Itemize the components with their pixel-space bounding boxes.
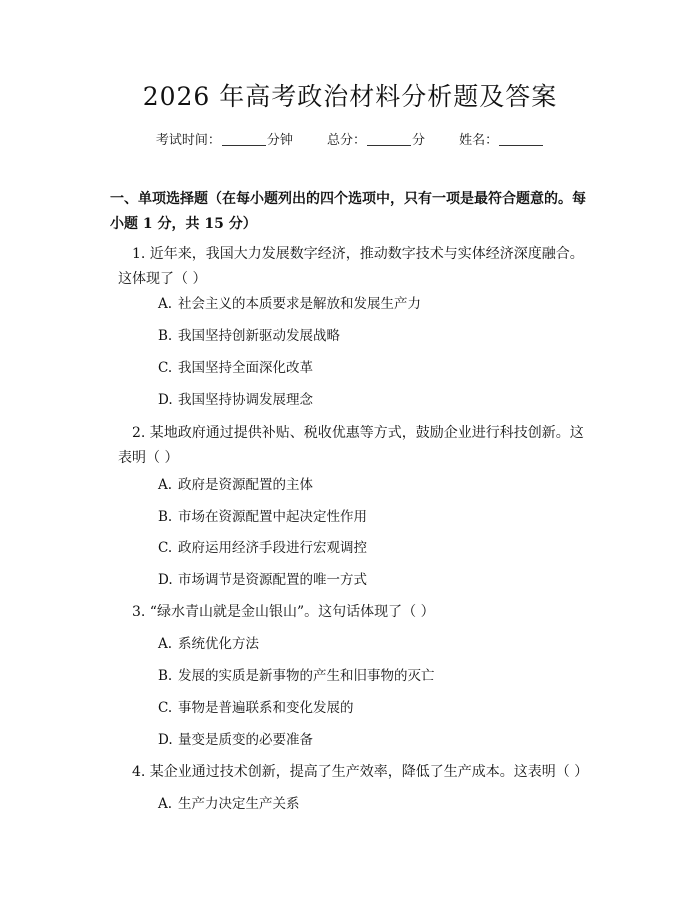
option-letter: D.	[158, 732, 173, 748]
section-heading: 一、单项选择题（在每小题列出的四个选项中，只有一项是最符合题意的。每小题 1 分，共 15 分）	[110, 191, 586, 232]
question-stem: 3. “绿水青山就是金山银山”。这句话体现了（ ）	[132, 604, 435, 620]
option-text: 我国坚持协调发展理念	[178, 392, 313, 408]
option-text: 社会主义的本质要求是解放和发展生产力	[178, 296, 421, 312]
option	[158, 475, 313, 495]
option-text: 政府运用经济手段进行宏观调控	[178, 540, 367, 556]
option	[158, 390, 313, 410]
option	[158, 570, 367, 590]
name-blank	[499, 131, 543, 146]
option-text: 量变是质变的必要准备	[178, 732, 313, 748]
time-unit: 分钟	[266, 133, 293, 148]
time-label: 考试时间：	[155, 133, 221, 148]
option	[158, 730, 313, 750]
option	[158, 666, 435, 686]
option-text: 市场调节是资源配置的唯一方式	[178, 572, 367, 588]
option-letter: A.	[158, 296, 173, 312]
option-letter: D.	[158, 392, 173, 408]
option	[158, 538, 367, 558]
option	[158, 698, 354, 718]
score-unit: 分	[412, 133, 426, 148]
option-text: 政府是资源配置的主体	[178, 477, 313, 493]
exam-time	[156, 131, 293, 151]
option	[158, 294, 421, 314]
option-text: 发展的实质是新事物的产生和旧事物的灭亡	[178, 668, 435, 684]
option-letter: D.	[158, 572, 173, 588]
option-letter: A.	[158, 636, 173, 652]
exam-meta	[0, 131, 700, 151]
question-stem: 1. 近年来，我国大力发展数字经济，推动数字技术与实体经济深度融合。这体现了（ ）	[118, 246, 584, 287]
exam-name	[459, 131, 544, 151]
option-letter: C.	[158, 540, 173, 556]
option-text: 生产力决定生产关系	[178, 796, 300, 812]
option	[158, 326, 340, 346]
question-stem: 4. 某企业通过技术创新，提高了生产效率，降低了生产成本。这表明（ ）	[132, 764, 589, 780]
option-letter: B.	[158, 668, 173, 684]
score-label: 总分：	[326, 133, 366, 148]
exam-score	[327, 131, 425, 151]
score-blank	[367, 131, 411, 146]
option-letter: B.	[158, 328, 173, 344]
option	[158, 634, 259, 654]
option	[158, 794, 300, 814]
name-label: 姓名：	[459, 133, 499, 148]
option	[158, 507, 367, 527]
option-text: 我国坚持全面深化改革	[178, 360, 313, 376]
option-text: 我国坚持创新驱动发展战略	[178, 328, 340, 344]
option	[158, 358, 313, 378]
option-text: 事物是普遍联系和变化发展的	[178, 700, 354, 716]
option-letter: A.	[158, 477, 173, 493]
option-letter: B.	[158, 509, 173, 525]
option-text: 系统优化方法	[178, 636, 259, 652]
option-letter: C.	[158, 360, 173, 376]
option-letter: A.	[158, 796, 173, 812]
page-title: 2026 年高考政治材料分析题及答案	[142, 82, 558, 111]
option-letter: C.	[158, 700, 173, 716]
option-text: 市场在资源配置中起决定性作用	[178, 509, 367, 525]
question-stem: 2. 某地政府通过提供补贴、税收优惠等方式，鼓励企业进行科技创新。这表明（ ）	[118, 425, 584, 466]
time-blank	[222, 131, 266, 146]
